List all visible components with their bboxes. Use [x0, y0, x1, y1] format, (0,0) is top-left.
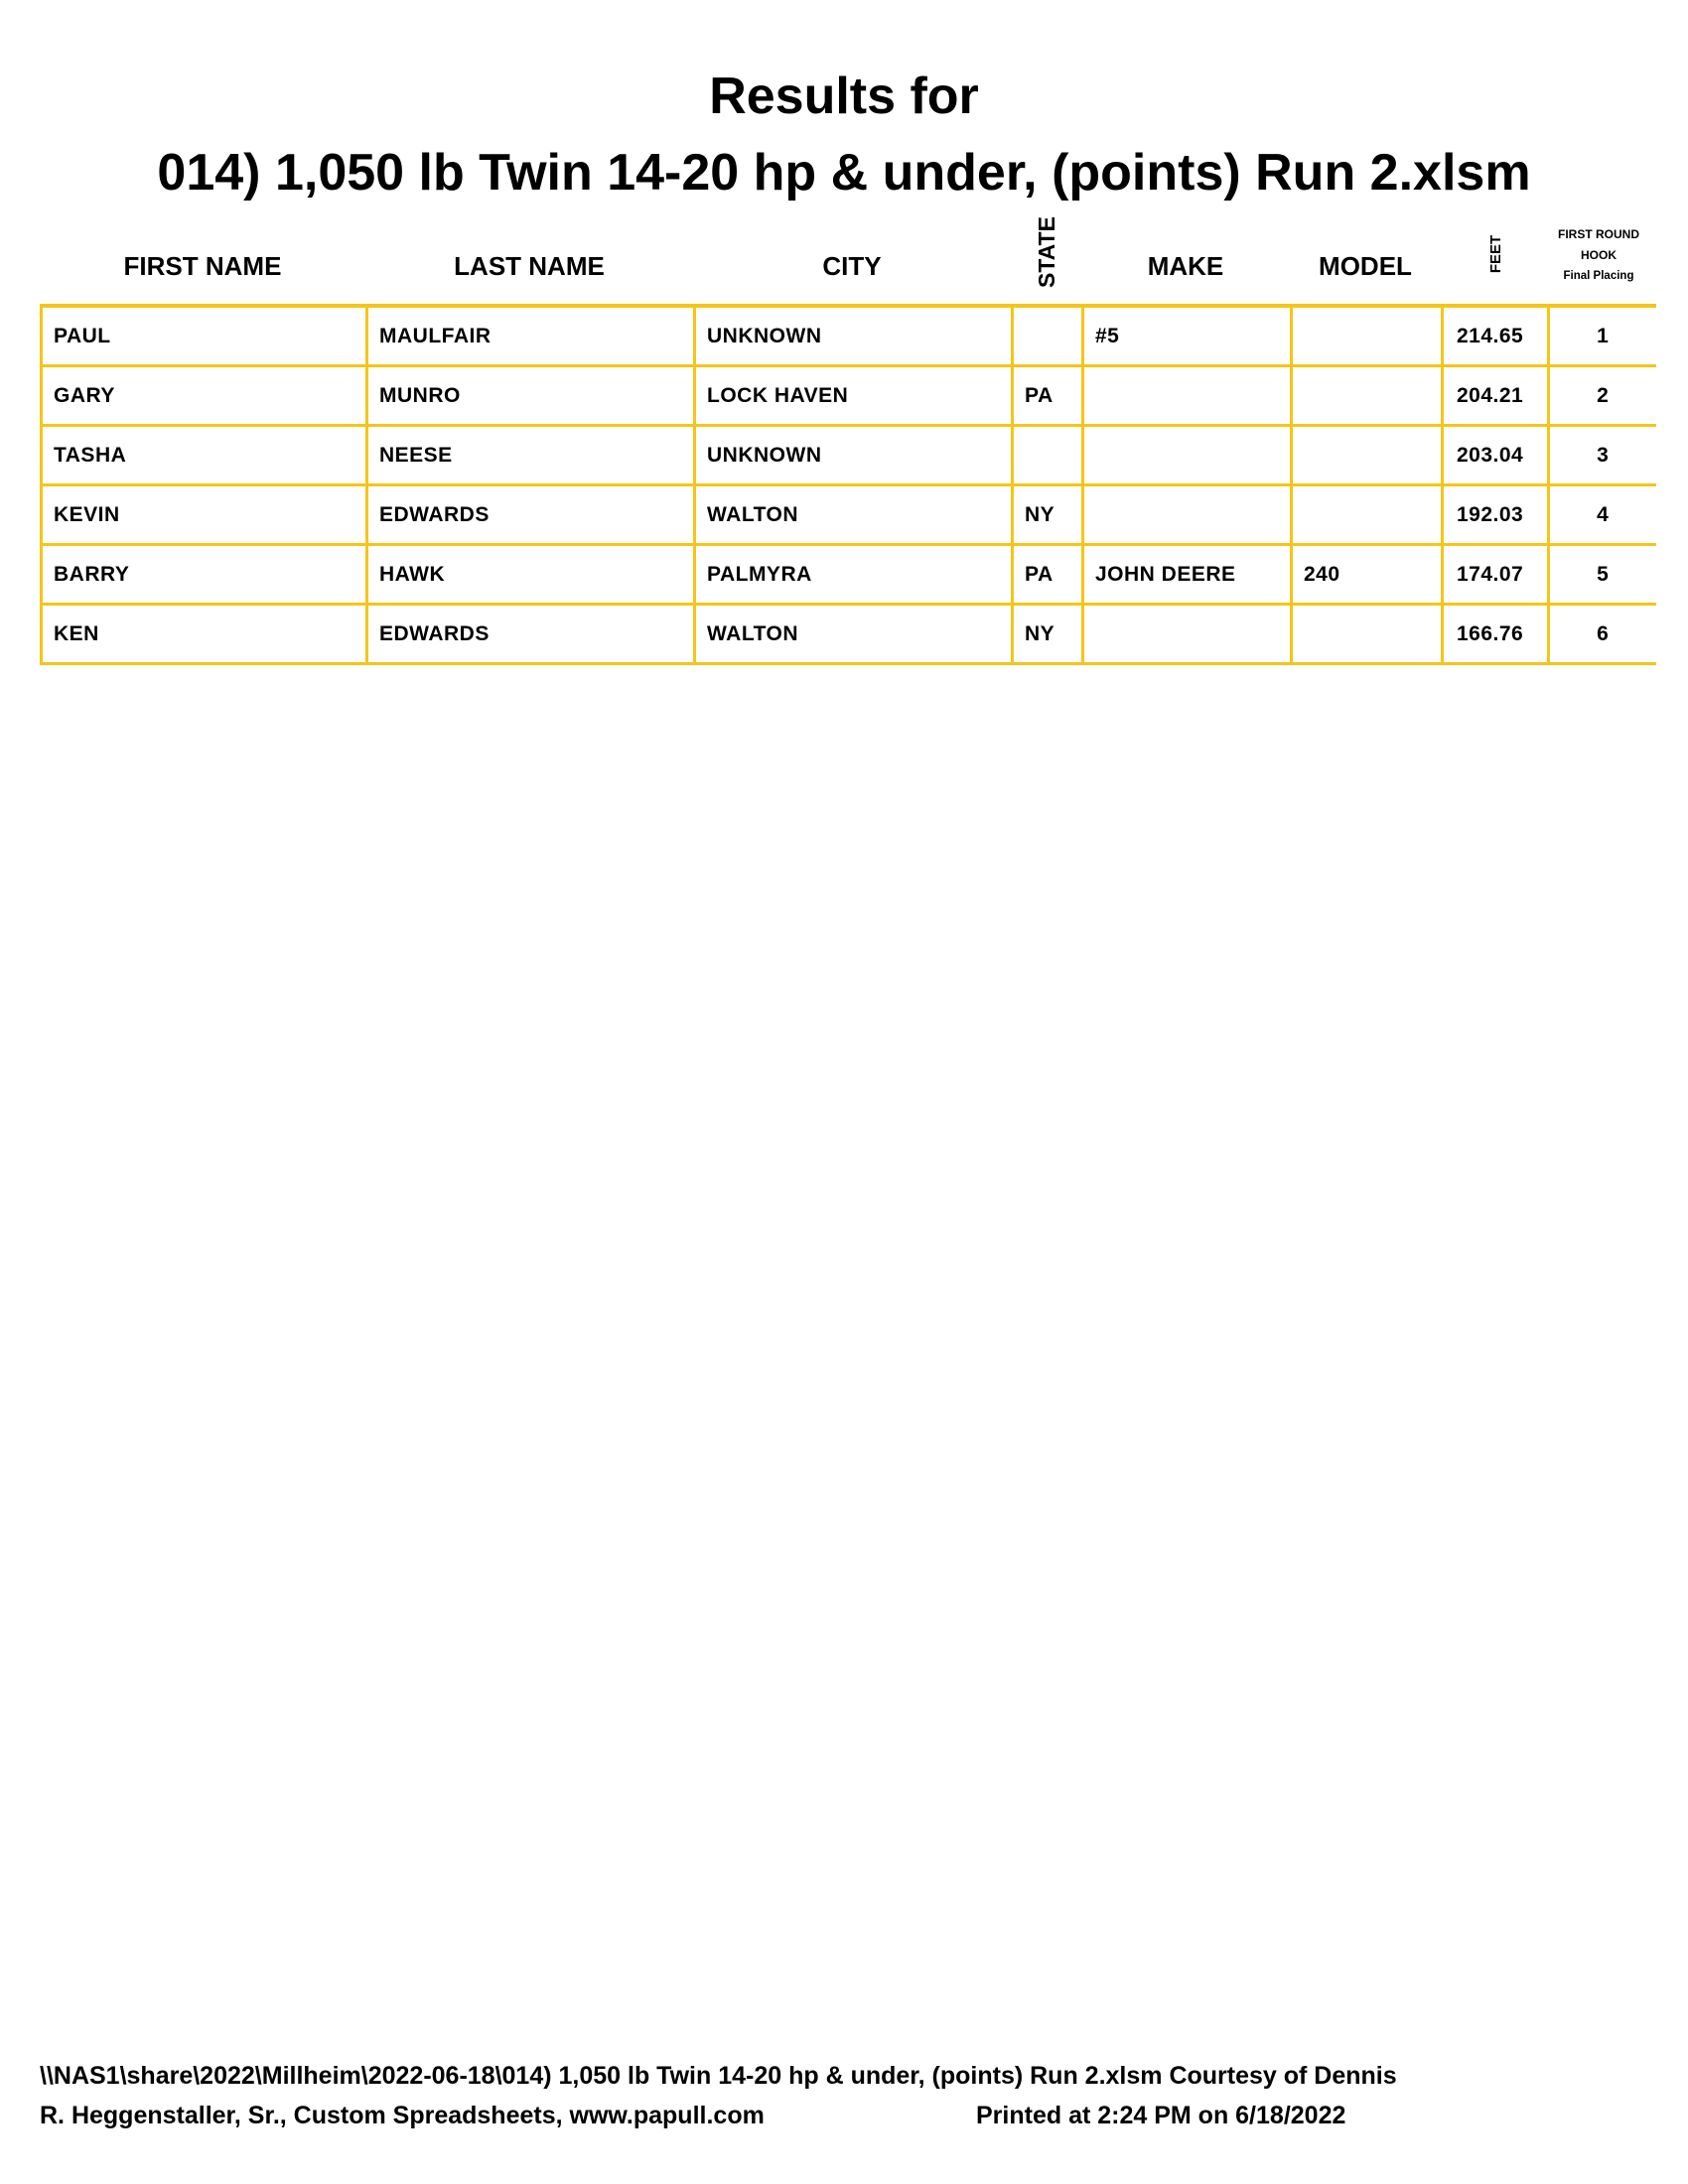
city-cell: UNKNOWN — [695, 426, 1013, 485]
model-cell — [1292, 306, 1443, 366]
table-row — [42, 485, 1656, 545]
placing-cell: 3 — [1549, 426, 1656, 485]
city-cell: WALTON — [695, 485, 1013, 545]
placing-cell: 2 — [1549, 366, 1656, 426]
city-cell: WALTON — [695, 605, 1013, 664]
feet-cell: 214.65 — [1443, 306, 1549, 366]
feet-cell: 174.07 — [1443, 545, 1549, 605]
make-cell — [1083, 366, 1292, 426]
header-placing-line2: HOOK — [1581, 248, 1617, 262]
header-first-name: FIRST NAME — [123, 250, 282, 281]
placing-cell: 5 — [1549, 545, 1656, 605]
state-cell: PA — [1013, 545, 1083, 605]
results-table — [40, 304, 1656, 665]
header-model: MODEL — [1319, 250, 1412, 281]
footer-file-path: \\NAS1\share\2022\Millheim\2022-06-18\014) 1,050 lb Twin 14-20 hp & under, (points) Run 2.xlsm Courtesy of Dennis — [40, 2062, 1397, 2090]
feet-cell: 203.04 — [1443, 426, 1549, 485]
make-cell — [1083, 426, 1292, 485]
event-title: 014) 1,050 lb Twin 14-20 hp & under, (points) Run 2.xlsm — [157, 144, 1531, 202]
state-cell — [1013, 306, 1083, 366]
model-cell — [1292, 485, 1443, 545]
last-name-cell: EDWARDS — [367, 605, 695, 664]
make-cell — [1083, 605, 1292, 664]
make-cell — [1083, 485, 1292, 545]
state-cell: PA — [1013, 366, 1083, 426]
feet-cell: 192.03 — [1443, 485, 1549, 545]
table-row — [42, 366, 1656, 426]
table-row — [42, 605, 1656, 664]
table-row — [42, 306, 1656, 366]
header-make: MAKE — [1147, 250, 1224, 281]
first-name-cell: GARY — [42, 366, 367, 426]
header-final-placing — [1543, 224, 1654, 287]
first-name-cell: PAUL — [42, 306, 367, 366]
last-name-cell: MUNRO — [367, 366, 695, 426]
last-name-cell: EDWARDS — [367, 485, 695, 545]
footer-credit — [40, 2096, 1668, 2135]
model-cell — [1292, 366, 1443, 426]
first-name-cell: KEN — [42, 605, 367, 664]
first-name-cell: KEVIN — [42, 485, 367, 545]
header-state: STATE — [1034, 216, 1059, 288]
header-placing-line3: Final Placing — [1563, 270, 1634, 282]
table-row — [42, 545, 1656, 605]
feet-cell: 166.76 — [1443, 605, 1549, 664]
header-feet: FEET — [1487, 234, 1504, 274]
last-name-cell: HAWK — [367, 545, 695, 605]
header-placing-line1: FIRST ROUND — [1558, 227, 1639, 241]
model-cell: 240 — [1292, 545, 1443, 605]
results-title: Results for — [709, 68, 979, 125]
city-cell: LOCK HAVEN — [695, 366, 1013, 426]
city-cell: UNKNOWN — [695, 306, 1013, 366]
last-name-cell: MAULFAIR — [367, 306, 695, 366]
footer-printed-timestamp: Printed at 2:24 PM on 6/18/2022 — [976, 2102, 1346, 2129]
make-cell: JOHN DEERE — [1083, 545, 1292, 605]
feet-cell: 204.21 — [1443, 366, 1549, 426]
placing-cell: 1 — [1549, 306, 1656, 366]
state-cell: NY — [1013, 605, 1083, 664]
placing-cell: 6 — [1549, 605, 1656, 664]
last-name-cell: NEESE — [367, 426, 695, 485]
state-cell: NY — [1013, 485, 1083, 545]
footer-courtesy: R. Heggenstaller, Sr., Custom Spreadsheets, www.papull.com — [40, 2102, 765, 2129]
state-cell — [1013, 426, 1083, 485]
make-cell: #5 — [1083, 306, 1292, 366]
header-city: CITY — [822, 250, 882, 281]
city-cell: PALMYRA — [695, 545, 1013, 605]
table-row — [42, 426, 1656, 485]
placing-cell: 4 — [1549, 485, 1656, 545]
first-name-cell: TASHA — [42, 426, 367, 485]
first-name-cell: BARRY — [42, 545, 367, 605]
header-last-name: LAST NAME — [454, 250, 605, 281]
model-cell — [1292, 426, 1443, 485]
model-cell — [1292, 605, 1443, 664]
